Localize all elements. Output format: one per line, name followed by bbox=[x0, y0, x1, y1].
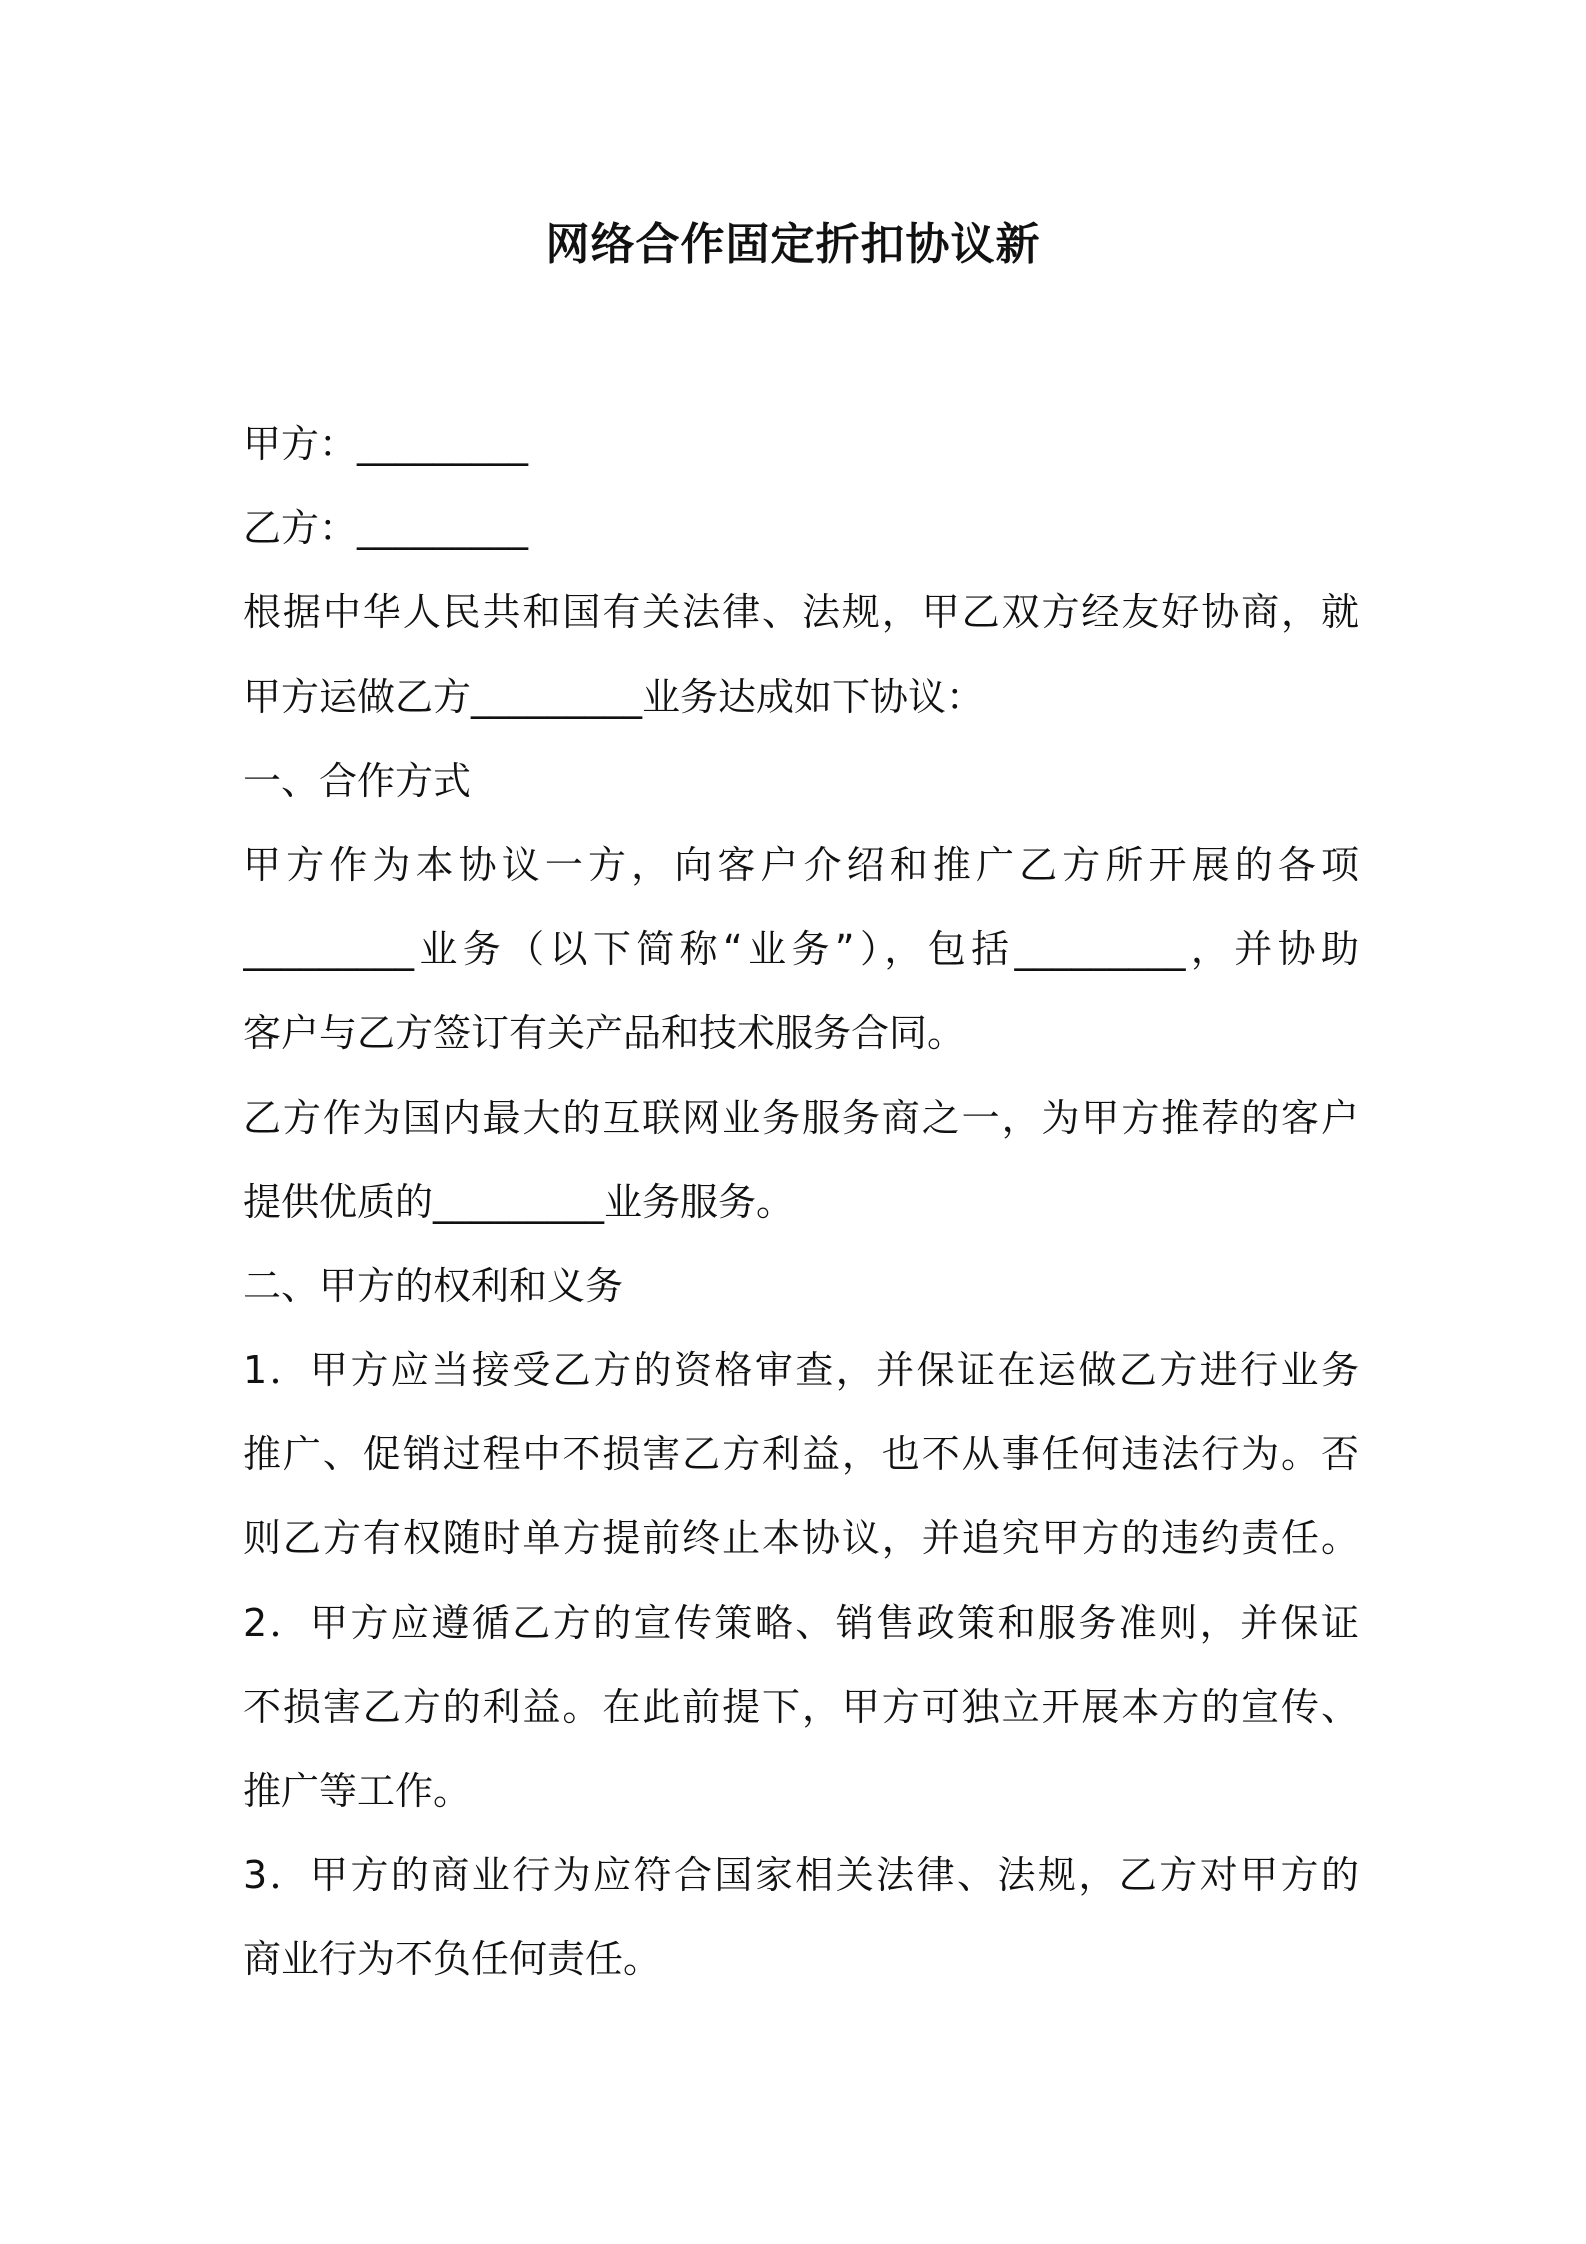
paragraph-line: 乙方作为国内最大的互联网业务服务商之一，为甲方推荐的客户 bbox=[243, 1095, 1359, 1140]
clause-line: 推广、促销过程中不损害乙方利益，也不从事任何违法行为。否 bbox=[243, 1432, 1359, 1477]
clause-line: 1．甲方应当接受乙方的资格审查，并保证在运做乙方进行业务 bbox=[243, 1348, 1359, 1393]
document-body bbox=[243, 402, 1359, 2002]
clause-line: 商业行为不负任何责任。 bbox=[243, 1937, 662, 1982]
paragraph-line: 甲方作为本协议一方，向客户介绍和推广乙方所开展的各项 bbox=[243, 842, 1359, 887]
paragraph-line: _________业务（以下简称“业务”），包括_________，并协助 bbox=[243, 927, 1359, 972]
clause-line: 则乙方有权随时单方提前终止本协议，并追究甲方的违约责任。 bbox=[243, 1516, 1359, 1561]
preamble-line-1: 根据中华人民共和国有关法律、法规，甲乙双方经友好协商，就 bbox=[243, 590, 1359, 635]
clause-line: 3．甲方的商业行为应符合国家相关法律、法规，乙方对甲方的 bbox=[243, 1853, 1359, 1898]
paragraph-line: 提供优质的_________业务服务。 bbox=[243, 1179, 795, 1224]
paragraph-line: 客户与乙方签订有关产品和技术服务合同。 bbox=[243, 1011, 966, 1056]
party-b-line: 乙方：_________ bbox=[243, 506, 529, 551]
preamble-line-2: 甲方运做乙方_________业务达成如下协议： bbox=[243, 674, 985, 719]
section-heading-party-a-rights: 二、甲方的权利和义务 bbox=[243, 1263, 624, 1308]
clause-line: 不损害乙方的利益。在此前提下，甲方可独立开展本方的宣传、 bbox=[243, 1684, 1359, 1729]
clause-line: 推广等工作。 bbox=[243, 1769, 472, 1813]
document-title: 网络合作固定折扣协议新 bbox=[545, 219, 1041, 270]
section-heading-cooperation: 一、合作方式 bbox=[243, 758, 472, 803]
party-a-line: 甲方：_________ bbox=[243, 422, 529, 466]
clause-line: 2．甲方应遵循乙方的宣传策略、销售政策和服务准则，并保证 bbox=[243, 1600, 1359, 1645]
